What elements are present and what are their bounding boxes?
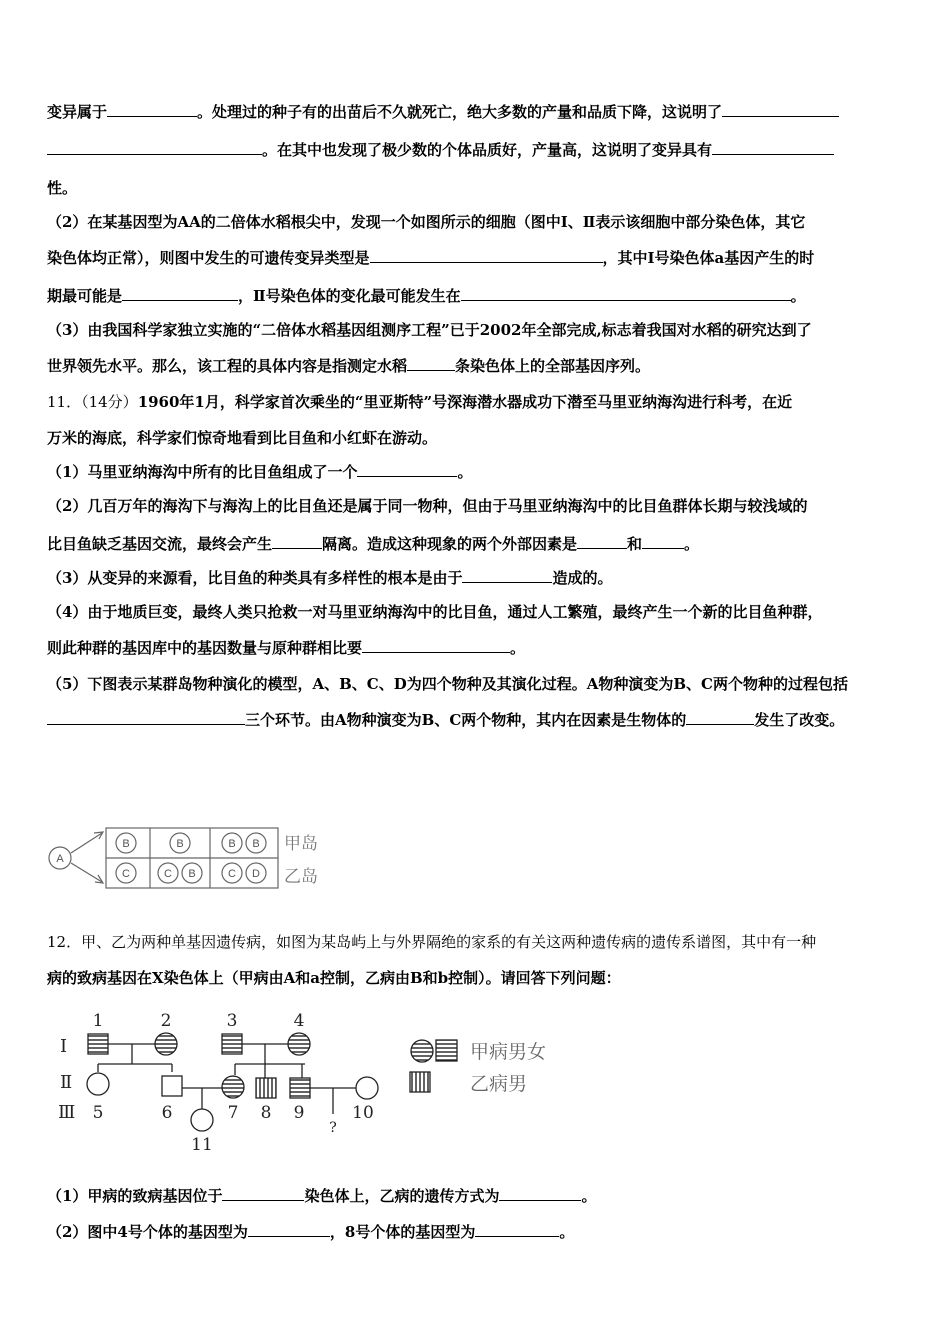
cell-label: D xyxy=(252,868,260,880)
arrow-lower xyxy=(71,863,102,882)
island-2-label: 乙岛 xyxy=(284,867,318,887)
blank[interactable] xyxy=(475,1222,559,1237)
line-5: 染色体均正常），则图中发生的可遗传变异类型是 ，其中Ⅰ号染色体a基因产生的时 xyxy=(47,249,815,267)
blank[interactable] xyxy=(47,140,262,155)
blank[interactable] xyxy=(722,102,839,117)
label-6: 6 xyxy=(161,1103,173,1123)
cell-label: B xyxy=(252,838,260,850)
label-8: 8 xyxy=(260,1103,272,1123)
cell-label: B xyxy=(188,868,196,880)
line-19: 12．甲、乙为两种单基因遗传病，如图为某岛屿上与外界隔绝的家系的有关这两种遗传病的遗传系谱图，其中有一种 xyxy=(47,933,817,951)
generation-2-label: Ⅱ xyxy=(60,1072,73,1093)
island-evolution-figure xyxy=(44,822,334,894)
species-a-label: A xyxy=(56,853,64,865)
individual-4-affected-female xyxy=(288,1033,310,1055)
cell-label: C xyxy=(164,868,172,880)
cell-label: B xyxy=(122,838,130,850)
cell-label: C xyxy=(122,868,130,880)
individual-3-affected-male xyxy=(222,1034,242,1054)
label-3: 3 xyxy=(226,1011,238,1031)
line-10: 万米的海底，科学家们惊奇地看到比目鱼和小红虾在游动。 xyxy=(47,429,438,447)
blank[interactable] xyxy=(499,1186,581,1201)
blank[interactable] xyxy=(407,356,455,371)
blank[interactable] xyxy=(461,286,791,301)
label-7: 7 xyxy=(227,1103,239,1123)
line-6: 期最可能是 ，Ⅱ号染色体的变化最可能发生在 。 xyxy=(47,287,806,305)
label-4: 4 xyxy=(293,1011,305,1031)
individual-7-affected-female xyxy=(222,1076,244,1098)
line-7: （3）由我国科学家独立实施的“二倍体水稻基因组测序工程”已于2002年全部完成,标志着我国对水稻的研究达到了 xyxy=(47,321,812,339)
line-13: 比目鱼缺乏基因交流，最终会产生 隔离。造成这种现象的两个外部因素是 和 。 xyxy=(47,535,700,553)
cell-label: B xyxy=(176,838,184,850)
label-11: 11 xyxy=(191,1135,213,1155)
line-4: （2）在某基因型为AA的二倍体水稻根尖中，发现一个如图所示的细胞（图中Ⅰ、Ⅱ表示该细胞中部分染色体，其它 xyxy=(47,213,806,231)
cell-label: B xyxy=(228,838,236,850)
blank[interactable] xyxy=(248,1222,330,1237)
line-12: （2）几百万年的海沟下与海沟上的比目鱼还是属于同一物种，但由于马里亚纳海沟中的比目鱼群体长期与较浅域的 xyxy=(47,497,808,515)
line-14: （3）从变异的来源看，比目鱼的种类具有多样性的根本是由于 造成的。 xyxy=(47,569,613,587)
individual-5-female xyxy=(87,1073,109,1095)
blank[interactable] xyxy=(47,710,245,725)
line-16: 则此种群的基因库中的基因数量与原种群相比要 。 xyxy=(47,639,526,657)
line-21: （1）甲病的致病基因位于 染色体上，乙病的遗传方式为 。 xyxy=(47,1187,597,1205)
unknown-label: ? xyxy=(329,1120,337,1136)
cell-label: C xyxy=(228,868,236,880)
blank[interactable] xyxy=(357,462,457,477)
line-2: 。在其中也发现了极少数的个体品质好，产量高，这说明了变异具有 xyxy=(47,140,834,160)
label-1: 1 xyxy=(92,1011,104,1031)
blank[interactable] xyxy=(222,1186,304,1201)
label-5: 5 xyxy=(92,1103,104,1123)
blank[interactable] xyxy=(577,534,627,549)
generation-1-label: Ⅰ xyxy=(60,1036,68,1057)
label-10: 10 xyxy=(352,1103,374,1123)
blank[interactable] xyxy=(107,102,197,117)
individual-2-affected-female xyxy=(155,1033,177,1055)
individual-1-affected-male xyxy=(88,1034,108,1054)
line-1: 变异属于 。处理过的种子有的出苗后不久就死亡，绝大多数的产量和品质下降，这说明了 xyxy=(47,102,839,122)
individual-8-disease-b-male xyxy=(256,1078,276,1098)
blank[interactable] xyxy=(712,140,834,155)
island-1-label: 甲岛 xyxy=(284,834,318,854)
legend-disease-b-male-icon xyxy=(410,1072,430,1092)
individual-6-male xyxy=(162,1076,182,1096)
arrow-upper xyxy=(71,833,102,853)
pedigree-chart xyxy=(50,1006,570,1156)
legend-affected-male-icon xyxy=(436,1040,457,1061)
generation-3-label: Ⅲ xyxy=(58,1102,76,1123)
blank[interactable] xyxy=(122,286,238,301)
label-2: 2 xyxy=(160,1011,172,1031)
legend-affected-female-icon xyxy=(411,1040,433,1062)
blank[interactable] xyxy=(272,534,322,549)
blank[interactable] xyxy=(370,248,603,263)
line-3: 性。 xyxy=(47,179,78,197)
blank[interactable] xyxy=(642,534,684,549)
line-11: （1）马里亚纳海沟中所有的比目鱼组成了一个 。 xyxy=(47,463,473,481)
line-17: （5）下图表示某群岛物种演化的模型，A、B、C、D为四个物种及其演化过程。A物种演变为B、C两个物种的过程包括 xyxy=(47,675,848,693)
individual-11-female xyxy=(191,1109,213,1131)
individual-9-affected-male xyxy=(290,1078,310,1098)
line-15: （4）由于地质巨变，最终人类只抢救一对马里亚纳海沟中的比目鱼，通过人工繁殖，最终产生一个新的比目鱼种群， xyxy=(47,603,823,621)
legend-2-text: 乙病男 xyxy=(470,1073,528,1095)
line-9: 11．（14分）1960年1月，科学家首次乘坐的“里亚斯特”号深海潜水器成功下潜至马里亚纳海沟进行科考，在近 xyxy=(47,393,793,411)
label-9: 9 xyxy=(293,1103,305,1123)
blank[interactable] xyxy=(462,568,552,583)
line-20: 病的致病基因在X染色体上（甲病由A和a控制，乙病由B和b控制）。请回答下列问题： xyxy=(47,969,621,987)
line-18: 三个环节。由A物种演变为B、C两个物种，其内在因素是生物体的 发生了改变。 xyxy=(47,710,844,730)
blank[interactable] xyxy=(686,710,754,725)
legend-1-text: 甲病男女 xyxy=(470,1041,547,1063)
blank[interactable] xyxy=(362,638,510,653)
line-8: 世界领先水平。那么，该工程的具体内容是指测定水稻 条染色体上的全部基因序列。 xyxy=(47,357,651,375)
individual-10-female xyxy=(356,1077,378,1099)
line-22: （2）图中4号个体的基因型为 ，8号个体的基因型为 。 xyxy=(47,1223,575,1241)
